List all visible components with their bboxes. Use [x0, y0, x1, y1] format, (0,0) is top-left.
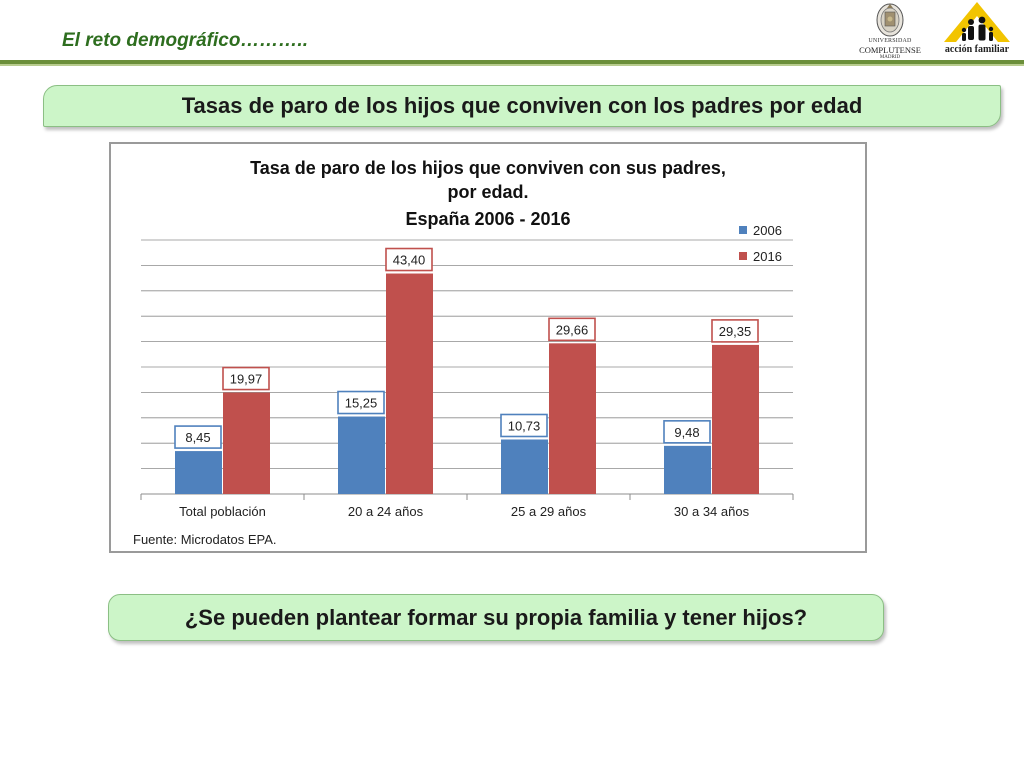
x-tick-label: 25 a 29 años: [510, 504, 587, 519]
x-tick-label: 20 a 24 años: [347, 504, 424, 519]
chart-title-line: por edad.: [447, 182, 529, 202]
data-label: 43,40: [392, 252, 426, 268]
ucm-logo: [854, 2, 926, 62]
x-tick-label: 30 a 34 años: [673, 504, 750, 519]
x-tick-label: Total población: [179, 504, 266, 519]
bar-2016: [712, 345, 759, 494]
chart-source: Fuente: Microdatos EPA.: [133, 532, 277, 547]
ucm-logo-line2: COMPLUTENSE: [859, 45, 921, 55]
ucm-seal-icon: [854, 2, 926, 38]
bar-2016: [549, 343, 596, 494]
data-label: 19,97: [229, 371, 263, 387]
data-label: 10,73: [507, 418, 541, 434]
legend-label: 2016: [753, 249, 782, 264]
bar-2006: [338, 417, 385, 494]
ucm-logo-line3: MADRID: [879, 55, 901, 60]
header-rule-light: [0, 64, 1024, 66]
ucm-logo-line1: UNIVERSIDAD: [868, 38, 912, 44]
chart-title-line: España 2006 - 2016: [405, 209, 571, 229]
legend-swatch: [739, 252, 747, 260]
bottom-banner: [108, 594, 884, 641]
slide-header-title: El reto demográfico………..: [62, 30, 308, 51]
bar-chart: [111, 144, 865, 551]
data-label: 29,35: [718, 323, 752, 339]
family-house-icon: [936, 0, 1018, 46]
data-label: 8,45: [185, 430, 211, 446]
bar-2006: [664, 446, 711, 494]
bar-2006: [175, 451, 222, 494]
bar-2016: [386, 274, 433, 494]
bar-2016: [223, 393, 270, 494]
bar-2006: [501, 439, 548, 494]
data-label: 15,25: [344, 395, 378, 411]
data-label: 9,48: [674, 424, 700, 440]
bottom-banner-text: ¿Se pueden plantear formar su propia familia y tener hijos?: [184, 604, 808, 630]
accion-familiar-text: acción familiar: [944, 44, 1010, 55]
chart-title-line: Tasa de paro de los hijos que conviven con sus padres,: [250, 158, 726, 178]
accion-familiar-logo: [936, 0, 1018, 62]
legend-swatch: [739, 226, 747, 234]
top-banner: [43, 85, 1001, 127]
chart-frame: [109, 142, 867, 553]
legend-label: 2006: [753, 223, 782, 238]
top-banner-text: Tasas de paro de los hijos que conviven con los padres por edad: [181, 93, 863, 118]
data-label: 29,66: [555, 322, 589, 338]
